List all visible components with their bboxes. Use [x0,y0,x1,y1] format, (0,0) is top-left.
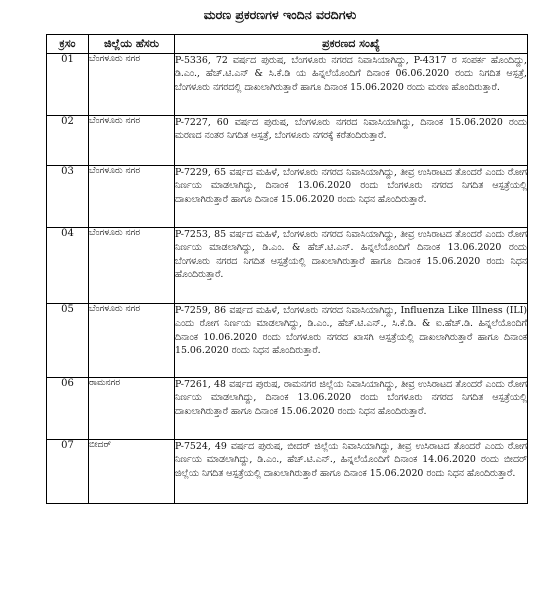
document-title: ಮರಣ ಪ್ರಕರಣಗಳ ಇಂದಿನ ವರದಿಗಳು [203,7,357,22]
table-row [47,228,528,304]
cell-district: ಬೆಂಗಳೂರು ನಗರ [89,228,175,304]
table-row [47,116,528,166]
cell-sl-no: 01 [47,54,89,116]
cell-case-details: P-7229, 65 ವರ್ಷದ ಮಹಿಳೆ, ಬೆಂಗಳೂರು ನಗರದ ನಿವಾಸಿಯಾಗಿದ್ದು, ತೀವ್ರ ಉಸಿರಾಟದ ತೊಂದರೆ ಎಂದು ರೋಗ ನಿರ್ಣಯ ಮಾಡಲಾಗಿದ್ದು, ದಿನಾಂಕ 13.06.2020 ರಂದು ಬೆಂಗಳೂರು ನಗರದ ನಿಗದಿತ ಆಸ್ಪತ್ರೆಯಲ್ಲಿ ದಾಖಲಾಗಿರುತ್ತಾರೆ ಹಾಗೂ ದಿನಾಂಕ 15.06.2020 ರಂದು ನಿಧನ ಹೊಂದಿರುತ್ತಾರೆ. [175,166,528,228]
cell-case-details: P-7227, 60 ವರ್ಷದ ಪುರುಷ, ಬೆಂಗಳೂರು ನಗರದ ನಿವಾಸಿಯಾಗಿದ್ದು, ದಿನಾಂಕ 15.06.2020 ರಂದು ಮರಣದ ನಂತರ ನಿಗದಿತ ಆಸ್ಪತ್ರೆ, ಬೆಂಗಳೂರು ನಗರಕ್ಕೆ ಕರೆತಂದಿರುತ್ತಾರೆ. [175,116,528,166]
table-row [47,304,528,378]
cell-district: ರಾಮನಗರ [89,378,175,440]
cell-district: ಬೆಂಗಳೂರು ನಗರ [89,304,175,378]
table-row [47,440,528,504]
cell-sl-no: 04 [47,228,89,304]
cell-district: ಬೆಂಗಳೂರು ನಗರ [89,166,175,228]
cell-case-details: P-5336, 72 ವರ್ಷದ ಪುರುಷ, ಬೆಂಗಳೂರು ನಗರದ ನಿವಾಸಿಯಾಗಿದ್ದು, P-4317 ರ ಸಂಪರ್ಕ ಹೊಂದಿದ್ದು, ಡಿ.ಎಂ., ಹೆಚ್.ಟಿ.ಎನ್ & ಸಿ.ಕೆ.ಡಿ ಯ ಹಿನ್ನಲೆಯೊಂದಿಗೆ ದಿನಾಂಕ 06.06.2020 ರಂದು ನಿಗದಿತ ಆಸ್ಪತ್ರೆ, ಬೆಂಗಳೂರು ನಗರದಲ್ಲಿ ದಾಖಲಾಗಿರುತ್ತಾರೆ ಹಾಗೂ ದಿನಾಂಕ 15.06.2020 ರಂದು ಮರಣ ಹೊಂದಿರುತ್ತಾರೆ. [175,54,528,116]
cell-sl-no: 05 [47,304,89,378]
cell-district: ಬೀದರ್ [89,440,175,504]
header-case-number: ಪ್ರಕರಣದ ಸಂಖ್ಯೆ [175,35,528,54]
cell-case-details: P-7259, 86 ವರ್ಷದ ಮಹಿಳೆ, ಬೆಂಗಳೂರು ನಗರದ ನಿವಾಸಿಯಾಗಿದ್ದು, Influenza Like Illness (ILI) ಎಂದು ರೋಗ ನಿರ್ಣಯ ಮಾಡಲಾಗಿದ್ದು, ಡಿ.ಎಂ., ಹೆಚ್.ಟಿ.ಎನ್., ಸಿ.ಕೆ.ಡಿ. & ಐ.ಹೆಚ್.ಡಿ. ಹಿನ್ನಲೆಯೊಂದಿಗೆ ದಿನಾಂಕ 10.06.2020 ರಂದು ಬೆಂಗಳೂರು ನಗರದ ಖಾಸಗಿ ಆಸ್ಪತ್ರೆಯಲ್ಲಿ ದಾಖಲಾಗಿರುತ್ತಾರೆ ಹಾಗೂ ದಿನಾಂಕ 15.06.2020 ರಂದು ನಿಧನ ಹೊಂದಿರುತ್ತಾರೆ. [175,304,528,378]
cell-district: ಬೆಂಗಳೂರು ನಗರ [89,116,175,166]
table-header-row [47,35,528,54]
cell-case-details: P-7253, 85 ವರ್ಷದ ಮಹಿಳೆ, ಬೆಂಗಳೂರು ನಗರದ ನಿವಾಸಿಯಾಗಿದ್ದು, ತೀವ್ರ ಉಸಿರಾಟದ ತೊಂದರೆ ಎಂದು ರೋಗ ನಿರ್ಣಯ ಮಾಡಲಾಗಿದ್ದು, ಡಿ.ಎಂ. & ಹೆಚ್.ಟಿ.ಎನ್. ಹಿನ್ನಲೆಯೊಂದಿಗೆ ದಿನಾಂಕ 13.06.2020 ರಂದು ಬೆಂಗಳೂರು ನಗರದ ನಿಗದಿತ ಆಸ್ಪತ್ರೆಯಲ್ಲಿ ದಾಖಲಾಗಿರುತ್ತಾರೆ ಹಾಗೂ ದಿನಾಂಕ 15.06.2020 ರಂದು ನಿಧನ ಹೊಂದಿರುತ್ತಾರೆ. [175,228,528,304]
cell-case-details: P-7524, 49 ವರ್ಷದ ಪುರುಷ, ಬೀದರ್ ಜಿಲ್ಲೆಯ ನಿವಾಸಿಯಾಗಿದ್ದು, ತೀವ್ರ ಉಸಿರಾಟದ ತೊಂದರೆ ಎಂದು ರೋಗ ನಿರ್ಣಯ ಮಾಡಲಾಗಿದ್ದು, ಡಿ.ಎಂ., ಹೆಚ್.ಟಿ.ಎನ್., ಹಿನ್ನಲೆಯೊಂದಿಗೆ ದಿನಾಂಕ 14.06.2020 ರಂದು ಬೀದರ್ ಜಿಲ್ಲೆಯ ನಿಗದಿತ ಆಸ್ಪತ್ರೆಯಲ್ಲಿ ದಾಖಲಾಗಿರುತ್ತಾರೆ ಹಾಗೂ ದಿನಾಂಕ 15.06.2020 ರಂದು ನಿಧನ ಹೊಂದಿರುತ್ತಾರೆ. [175,440,528,504]
cell-district: ಬೆಂಗಳೂರು ನಗರ [89,54,175,116]
cell-sl-no: 03 [47,166,89,228]
cell-sl-no: 02 [47,116,89,166]
table-row [47,378,528,440]
death-cases-table [46,34,528,504]
table-row [47,54,528,116]
table-row [47,166,528,228]
cell-sl-no: 06 [47,378,89,440]
header-sl-no: ಕ್ರಸಂ [47,35,89,54]
cell-sl-no: 07 [47,440,89,504]
cell-case-details: P-7261, 48 ವರ್ಷದ ಪುರುಷ, ರಾಮನಗರ ಜಿಲ್ಲೆಯ ನಿವಾಸಿಯಾಗಿದ್ದು, ತೀವ್ರ ಉಸಿರಾಟದ ತೊಂದರೆ ಎಂದು ರೋಗ ನಿರ್ಣಯ ಮಾಡಲಾಗಿದ್ದು, ದಿನಾಂಕ 13.06.2020 ರಂದು ಬೆಂಗಳೂರು ನಗರದ ನಿಗದಿತ ಆಸ್ಪತ್ರೆಯಲ್ಲಿ ದಾಖಲಾಗಿರುತ್ತಾರೆ ಹಾಗೂ ದಿನಾಂಕ 15.06.2020 ರಂದು ನಿಧನ ಹೊಂದಿರುತ್ತಾರೆ. [175,378,528,440]
header-district: ಜಿಲ್ಲೆಯ ಹೆಸರು [89,35,175,54]
